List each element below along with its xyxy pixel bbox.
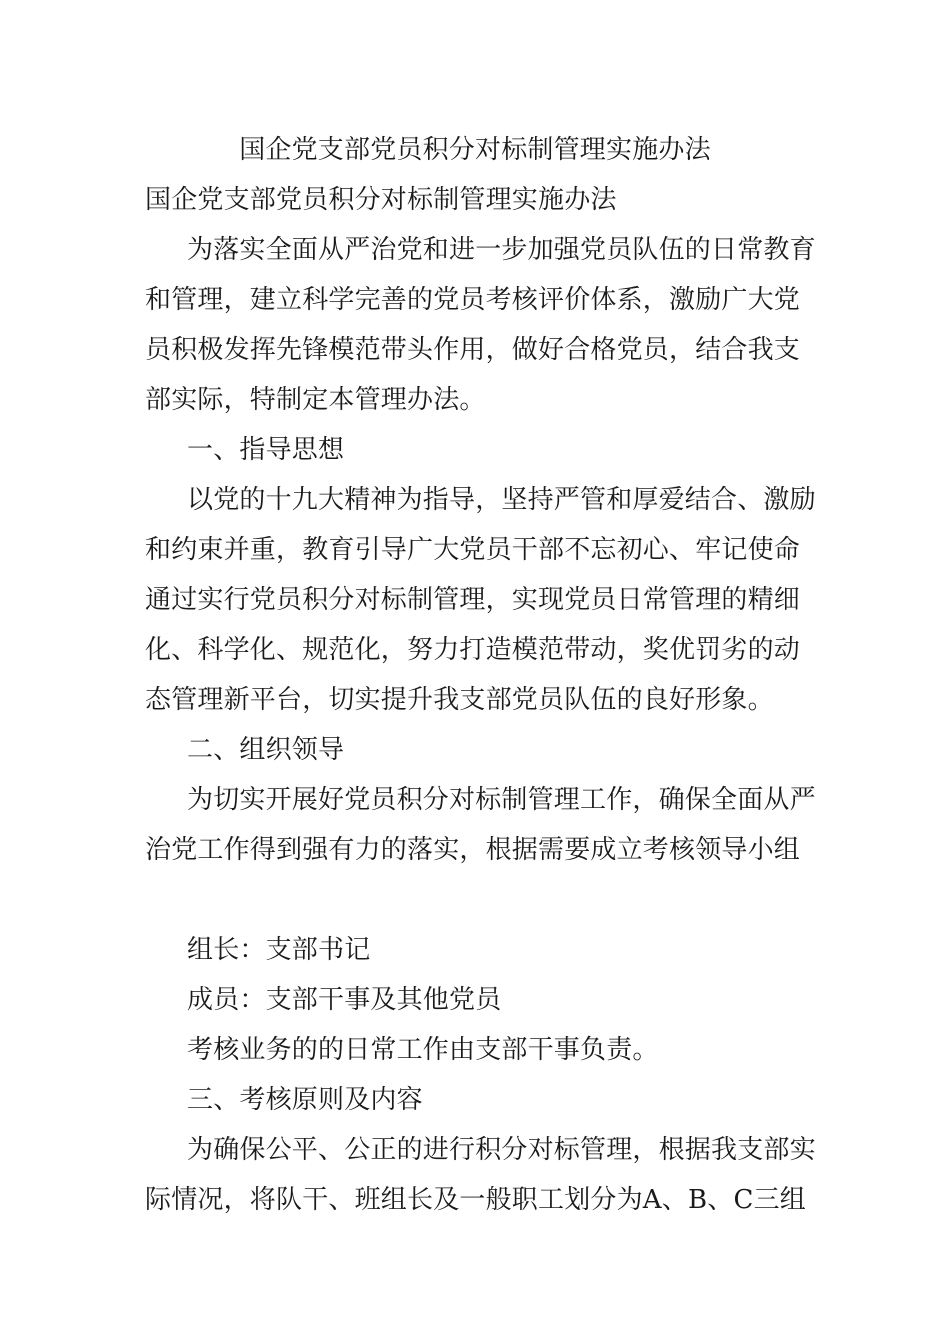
document-subtitle: 国企党支部党员积分对标制管理实施办法 — [145, 185, 617, 215]
section1-paragraph-line: 和约束并重，教育引导广大党员干部不忘初心、牢记使命 — [145, 535, 801, 565]
section1-paragraph-line: 态管理新平台，切实提升我支部党员队伍的良好形象。 — [145, 685, 774, 715]
section-heading-organization: 二、组织领导 — [187, 735, 345, 765]
section-heading-guiding-ideology: 一、指导思想 — [187, 435, 345, 465]
intro-paragraph-line: 部实际，特制定本管理办法。 — [145, 385, 486, 415]
section2-paragraph-line: 为切实开展好党员积分对标制管理工作，确保全面从严 — [187, 785, 816, 815]
section1-paragraph-line: 以党的十九大精神为指导，坚持严管和厚爱结合、激励 — [187, 485, 816, 515]
section1-paragraph-line: 化、科学化、规范化，努力打造模范带动，奖优罚劣的动 — [145, 635, 801, 665]
section3-paragraph-line: 际情况，将队干、班组长及一般职工划分为A、B、C三组 — [145, 1185, 806, 1215]
members-line: 成员：支部干事及其他党员 — [187, 985, 502, 1015]
intro-paragraph-line: 和管理，建立科学完善的党员考核评价体系，激励广大党 — [145, 285, 801, 315]
intro-paragraph-line: 为落实全面从严治党和进一步加强党员队伍的日常教育 — [187, 235, 816, 265]
responsibility-note: 考核业务的的日常工作由支部干事负责。 — [187, 1035, 659, 1065]
document-title: 国企党支部党员积分对标制管理实施办法 — [239, 135, 711, 165]
section1-paragraph-line: 通过实行党员积分对标制管理，实现党员日常管理的精细 — [145, 585, 801, 615]
section3-paragraph-line: 为确保公平、公正的进行积分对标管理，根据我支部实 — [187, 1135, 816, 1165]
section2-paragraph-line: 治党工作得到强有力的落实，根据需要成立考核领导小组 — [145, 835, 801, 865]
section-heading-assessment: 三、考核原则及内容 — [187, 1085, 423, 1115]
leader-line: 组长：支部书记 — [187, 935, 371, 965]
intro-paragraph-line: 员积极发挥先锋模范带头作用，做好合格党员，结合我支 — [145, 335, 801, 365]
